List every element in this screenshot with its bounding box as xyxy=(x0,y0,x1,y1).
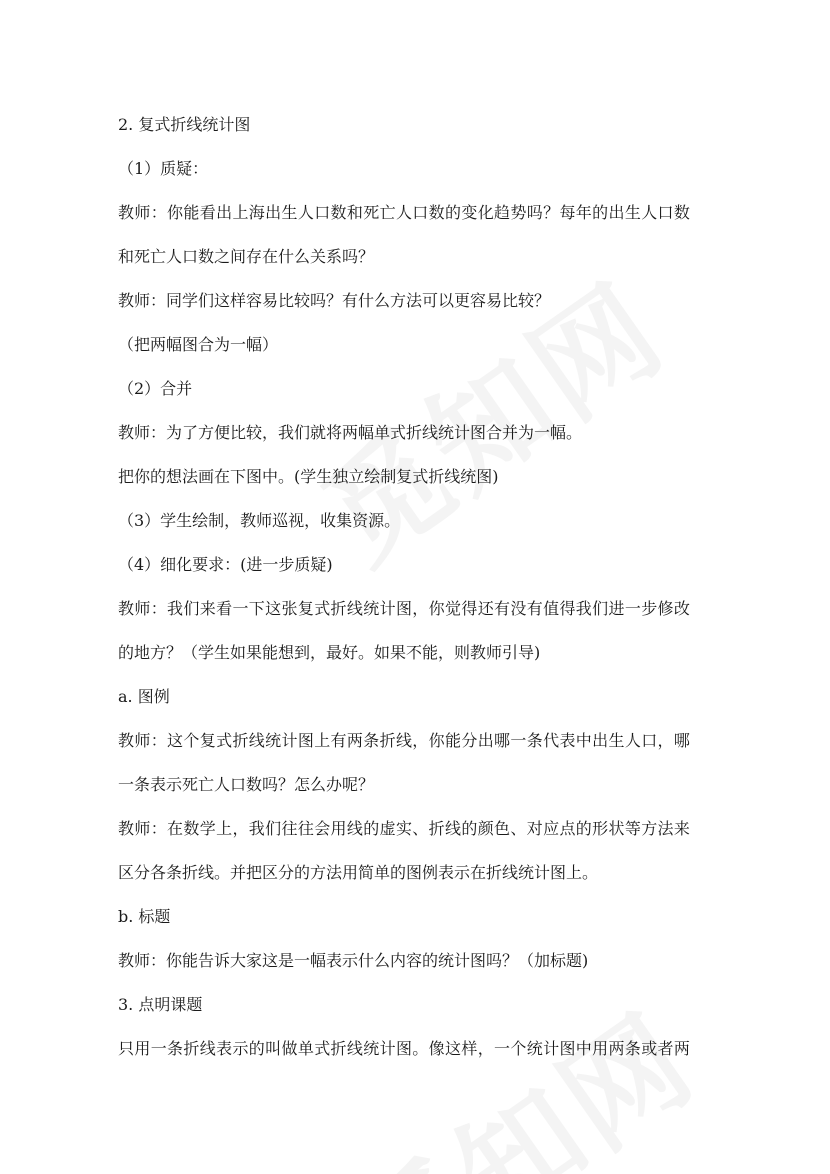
paragraph-line: 教师：我们来看一下这张复式折线统计图，你觉得还有没有值得我们进一步修改 xyxy=(118,599,691,618)
watermark xyxy=(315,967,723,1174)
section-heading: 2. 复式折线统计图 xyxy=(118,115,251,134)
section-heading: 3. 点明课题 xyxy=(118,995,203,1014)
paragraph-line: 把你的想法画在下图中。(学生独立绘制复式折线统图) xyxy=(118,467,499,486)
item-heading: b. 标题 xyxy=(118,907,171,926)
paragraph-line: 教师：为了方便比较，我们就将两幅单式折线统计图合并为一幅。 xyxy=(118,423,583,442)
paragraph-line: 教师：你能看出上海出生人口数和死亡人口数的变化趋势吗？每年的出生人口数 xyxy=(118,203,691,222)
subsection-heading: （3）学生绘制，教师巡视，收集资源。 xyxy=(118,511,401,530)
paragraph-line: 教师：你能告诉大家这是一幅表示什么内容的统计图吗？（加标题) xyxy=(118,951,589,970)
paragraph-line: 只用一条折线表示的叫做单式折线统计图。像这样，一个统计图中用两条或者两 xyxy=(118,1039,691,1058)
subsection-heading: （4）细化要求：(进一步质疑) xyxy=(118,555,333,574)
paragraph-line: 一条表示死亡人口数吗？怎么办呢？ xyxy=(118,775,375,794)
paragraph-line: （把两幅图合为一幅） xyxy=(118,335,279,354)
paragraph-line: 和死亡人口数之间存在什么关系吗？ xyxy=(118,247,375,266)
paragraph-line: 的地方？（学生如果能想到，最好。如果不能，则教师引导) xyxy=(118,643,541,662)
subsection-heading: （2）合并 xyxy=(118,379,193,398)
paragraph-line: 教师：同学们这样容易比较吗？有什么方法可以更容易比较？ xyxy=(118,291,551,310)
paragraph-line: 教师：在数学上，我们往往会用线的虚实、折线的颜色、对应点的形状等方法来 xyxy=(118,819,691,838)
paragraph-line: 区分各条折线。并把区分的方法用简单的图例表示在折线统计图上。 xyxy=(118,863,599,882)
paragraph-line: 教师：这个复式折线统计图上有两条折线，你能分出哪一条代表中出生人口，哪 xyxy=(118,731,691,750)
subsection-heading: （1）质疑： xyxy=(118,159,209,178)
item-heading: a. 图例 xyxy=(118,687,170,706)
